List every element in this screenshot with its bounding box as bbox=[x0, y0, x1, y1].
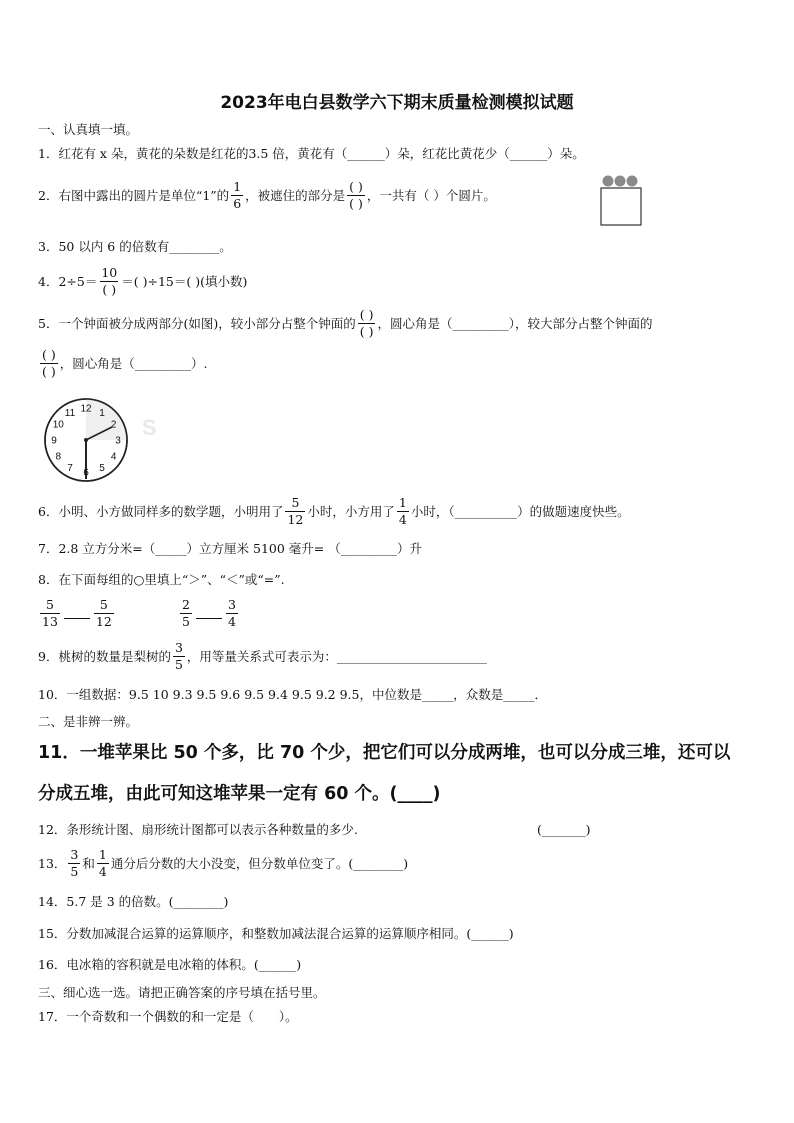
q8-p1-blank[interactable] bbox=[64, 618, 90, 619]
disc-icon bbox=[627, 176, 638, 187]
q9-text-a: 9．桃树的数量是梨树的 bbox=[38, 648, 171, 664]
clock-number: 3 bbox=[115, 435, 121, 447]
q8-p1-left bbox=[40, 598, 60, 629]
question-14: 14．5.7 是 3 的倍数。(________) bbox=[38, 894, 229, 909]
question-12: 12．条形统计图、扇形统计图都可以表示各种数量的多少. bbox=[38, 822, 358, 837]
disc-cover-figure bbox=[598, 172, 644, 228]
q13-f2-num: 1 bbox=[98, 847, 107, 862]
q2-f2-num: ( ) bbox=[349, 179, 363, 194]
q9-fraction bbox=[173, 641, 185, 672]
q8-p1-bn: 5 bbox=[99, 597, 108, 612]
cover-box bbox=[601, 188, 641, 225]
q4-fraction bbox=[99, 266, 119, 297]
q8-p1-an: 5 bbox=[45, 597, 54, 612]
q9-f-num: 3 bbox=[174, 640, 183, 655]
q6-fraction-1 bbox=[285, 496, 305, 527]
q2-f2-den: ( ) bbox=[349, 196, 363, 211]
q8-pair-1 bbox=[38, 598, 116, 629]
q8-p2-an: 2 bbox=[182, 597, 190, 612]
page-title: 2023年电白县数学六下期末质量检测模拟试题 bbox=[220, 93, 574, 113]
q2-text-c: ，一共有（ ）个圆片。 bbox=[366, 187, 496, 203]
question-13 bbox=[38, 848, 408, 879]
q8-p2-right bbox=[226, 598, 238, 629]
q4-f-den: ( ) bbox=[102, 282, 117, 297]
q13-f1-num: 3 bbox=[70, 847, 79, 862]
clock-center bbox=[84, 438, 88, 442]
q8-p2-left bbox=[180, 598, 192, 629]
q9-text-b: ，用等量关系式可表示为：________________________ bbox=[186, 648, 487, 664]
clock-number: 5 bbox=[99, 463, 105, 475]
q2-f1-num: 1 bbox=[233, 179, 242, 194]
question-12-blank: (_______) bbox=[537, 822, 591, 837]
q5-f1-num: ( ) bbox=[359, 307, 374, 322]
q8-p1-bd: 12 bbox=[95, 614, 112, 629]
clock-number: 11 bbox=[64, 407, 76, 419]
q8-p2-ad: 5 bbox=[182, 614, 190, 629]
q5-text-c: ，圆心角是（_________）. bbox=[59, 355, 208, 371]
clock-number: 9 bbox=[51, 435, 57, 447]
section-1-heading: 一、认真填一填。 bbox=[38, 122, 139, 137]
clock-number: 7 bbox=[67, 463, 73, 475]
q13-f2-den: 4 bbox=[98, 864, 107, 879]
question-11-line-2: 分成五堆，由此可知这堆苹果一定有 60 个。(____) bbox=[38, 784, 441, 804]
q8-p2-blank[interactable] bbox=[196, 618, 222, 619]
q2-text-a: 2．右图中露出的圆片是单位“1”的 bbox=[38, 187, 230, 203]
question-5-line-2 bbox=[38, 348, 207, 379]
clock-number: 12 bbox=[80, 403, 92, 415]
clock-number: 4 bbox=[110, 451, 117, 463]
question-4 bbox=[38, 266, 247, 297]
clock-number: 2 bbox=[110, 419, 117, 431]
q6-text-a: 6．小明、小方做同样多的数学题，小明用了 bbox=[38, 503, 284, 519]
question-5-line-1 bbox=[38, 308, 652, 339]
q6-f2-den: 4 bbox=[398, 512, 407, 527]
q5-f1-den: ( ) bbox=[359, 324, 374, 339]
clock-number: 6 bbox=[83, 467, 89, 479]
clock-number: 8 bbox=[55, 451, 62, 463]
q13-text-c: 通分后分数的大小没变，但分数单位变了。(________) bbox=[110, 855, 409, 871]
q2-fraction-1 bbox=[231, 180, 243, 211]
q13-fraction-1 bbox=[68, 848, 80, 879]
q8-p2-bd: 4 bbox=[227, 614, 236, 629]
q6-f2-num: 1 bbox=[398, 495, 407, 510]
clock-number: 10 bbox=[52, 419, 64, 431]
question-3: 3．50 以内 6 的倍数有________。 bbox=[38, 239, 232, 254]
q8-pair-2 bbox=[178, 598, 240, 629]
question-8: 8．在下面每组的○里填上“＞”、“＜”或“=”. bbox=[38, 572, 285, 587]
section-2-heading: 二、是非辨一辨。 bbox=[38, 714, 139, 729]
q5-f2-num: ( ) bbox=[42, 347, 56, 362]
question-7: 7．2.8 立方分米=（_____）立方厘米 5100 毫升= （_________）升 bbox=[38, 541, 422, 556]
question-16: 16．电冰箱的容积就是电冰箱的体积。(______) bbox=[38, 957, 302, 972]
question-15: 15．分数加减混合运算的运算顺序，和整数加减法混合运算的运算顺序相同。(______) bbox=[38, 926, 514, 941]
q6-f1-num: 5 bbox=[291, 495, 300, 510]
q4-text-b: ＝( )÷15＝( )(填小数) bbox=[121, 273, 248, 289]
q6-fraction-2 bbox=[397, 496, 409, 527]
q5-f2-den: ( ) bbox=[42, 364, 56, 379]
q5-fraction-2 bbox=[40, 348, 58, 379]
clock-figure bbox=[38, 395, 157, 485]
q9-f-den: 5 bbox=[174, 657, 183, 672]
q4-f-num: 10 bbox=[101, 265, 118, 280]
clock-number: 1 bbox=[99, 407, 105, 419]
q8-p1-right bbox=[94, 598, 114, 629]
q13-f1-den: 5 bbox=[70, 864, 79, 879]
question-10: 10．一组数据：9.5 10 9.3 9.5 9.6 9.5 9.4 9.5 9.2 9.5，中位数是_____，众数是_____． bbox=[38, 687, 547, 702]
q8-p2-bn: 3 bbox=[227, 597, 236, 612]
q8-p1-ad: 13 bbox=[42, 614, 58, 629]
q13-text-b: 和 bbox=[82, 855, 95, 871]
section-3-heading: 三、细心选一选。请把正确答案的序号填在括号里。 bbox=[38, 985, 326, 1000]
question-17: 17．一个奇数和一个偶数的和一定是（ ）。 bbox=[38, 1009, 298, 1024]
q6-text-b: 小时，小方用了 bbox=[307, 503, 395, 519]
q6-f1-den: 12 bbox=[287, 512, 304, 527]
disc-icon bbox=[615, 176, 626, 187]
q13-text-a: 13． bbox=[38, 855, 67, 871]
q5-text-a: 5．一个钟面被分成两部分(如图)，较小部分占整个钟面的 bbox=[38, 315, 356, 331]
q6-text-c: 小时，（__________）的做题速度快些。 bbox=[410, 503, 630, 519]
q5-fraction-1 bbox=[358, 308, 376, 339]
question-1: 1．红花有 x 朵，黄花的朵数是红花的3.5 倍，黄花有（______）朵，红花比黄花少（______）朵。 bbox=[38, 146, 585, 161]
q2-text-b: ，被遮住的部分是 bbox=[245, 187, 346, 203]
q2-fraction-2 bbox=[347, 180, 365, 211]
clock-watermark: S bbox=[142, 415, 157, 440]
disc-icon bbox=[603, 176, 614, 187]
q2-f1-den: 6 bbox=[233, 196, 242, 211]
q4-text-a: 4．2÷5＝ bbox=[38, 273, 98, 289]
question-9 bbox=[38, 641, 487, 672]
q13-fraction-2 bbox=[97, 848, 109, 879]
question-11-line-1: 11．一堆苹果比 50 个多，比 70 个少，把它们可以分成两堆，也可以分成三堆，还可以 bbox=[38, 743, 731, 763]
q5-text-b: ，圆心角是（_________），较大部分占整个钟面的 bbox=[377, 315, 653, 331]
question-6 bbox=[38, 496, 630, 527]
question-2 bbox=[38, 180, 496, 211]
